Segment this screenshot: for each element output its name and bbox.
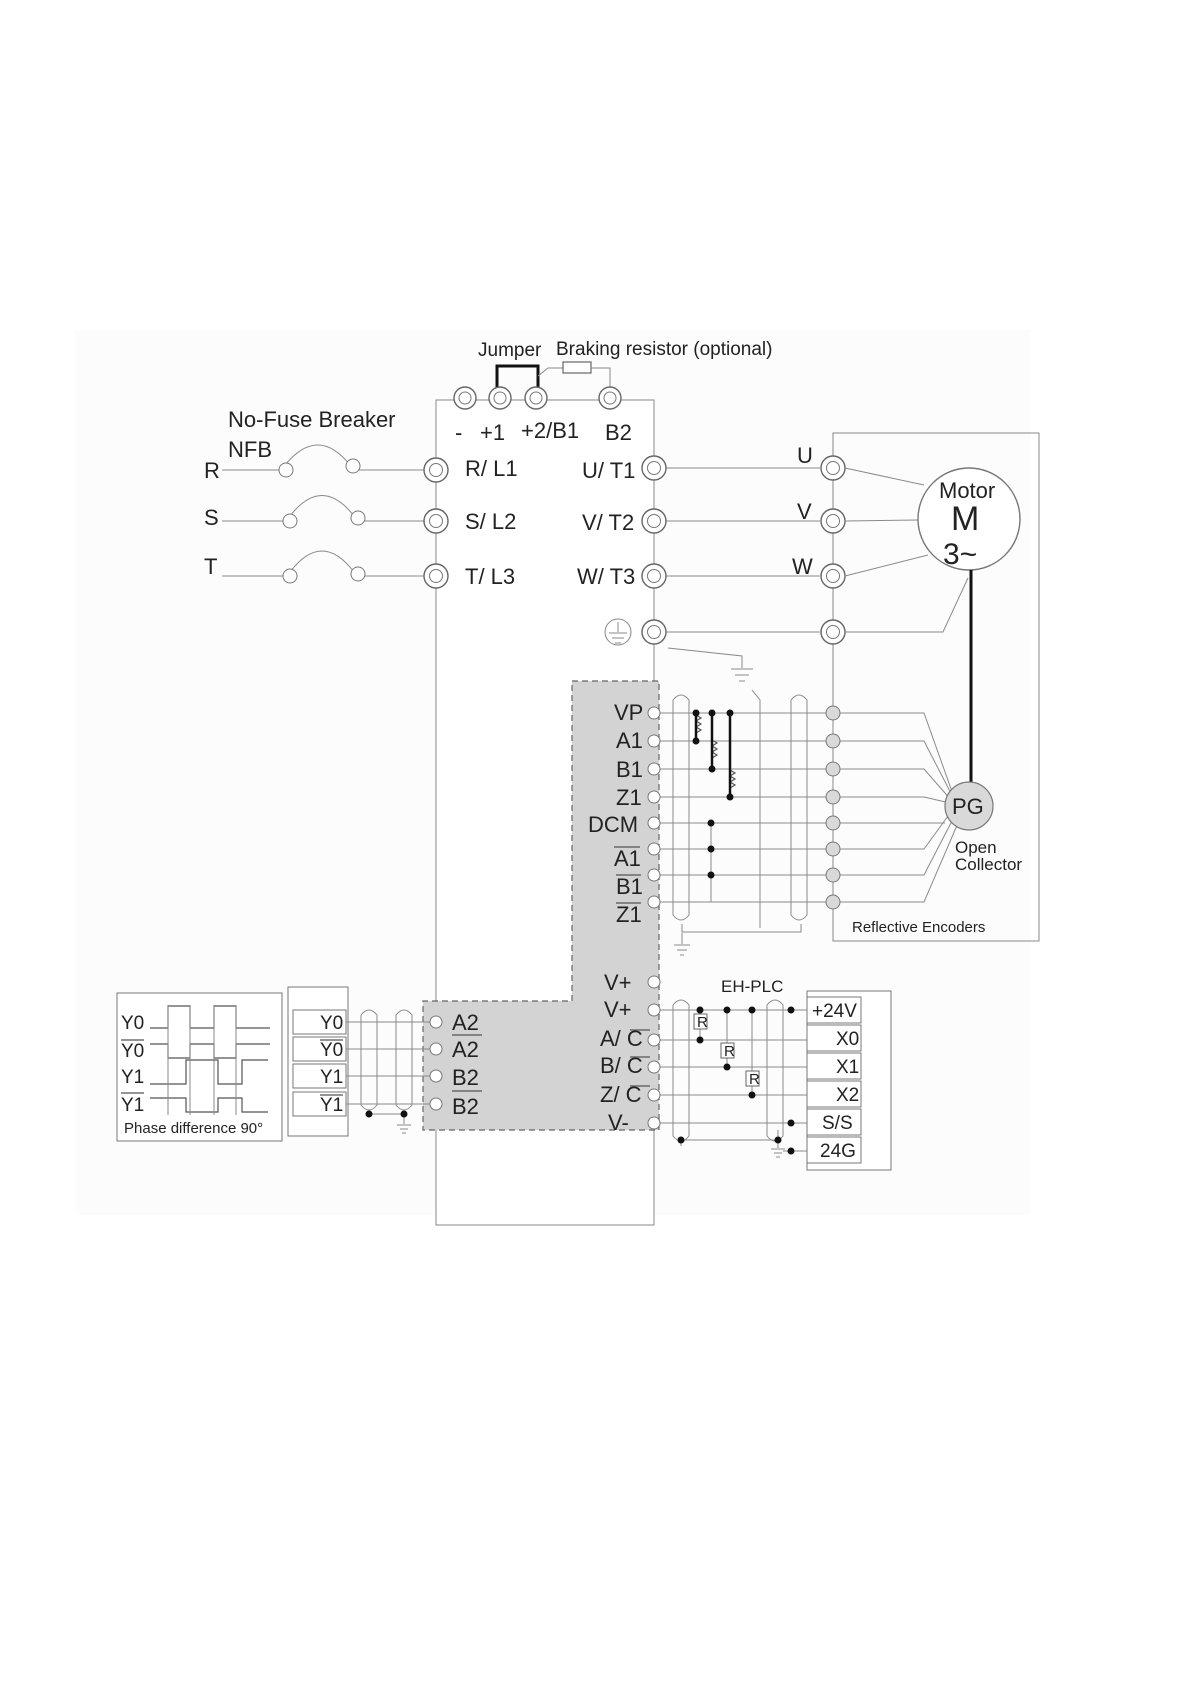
phase-r-label: R [204,458,220,483]
b2-label: B2 [452,1065,479,1090]
plc-terminal-x0: X0 [836,1029,860,1050]
motor-w-label: W [792,554,813,579]
tl3-label: T/ L3 [465,564,516,589]
pg-label: PG [952,794,984,819]
b2-bar-label: B2 [452,1094,479,1119]
a1-label: A1 [616,728,643,753]
braking-resistor-label: Braking resistor (optional) [556,339,773,360]
collector-label: Collector [955,855,1023,874]
motor-phase-label: 3~ [943,538,978,571]
dc-plus2-b1-label: +2/B1 [521,418,580,443]
z-c-label: Z/ C [600,1082,642,1107]
no-fuse-breaker-label: No-Fuse Breaker [228,407,396,432]
jumper-label: Jumper [478,340,542,361]
vminus-label: V- [608,1110,629,1135]
vplus2-label: V+ [604,997,632,1022]
b-c-label: B/ C [600,1053,643,1078]
a2-bar-label: A2 [452,1037,479,1062]
pulse-connector-y1-bar: Y1 [320,1095,344,1116]
dcm-label: DCM [588,812,639,837]
pulse-connector-y0: Y0 [320,1013,344,1034]
plc-terminal-x2: X2 [836,1085,860,1106]
pulse-signal-y1: Y1 [121,1067,145,1088]
sl2-label: S/ L2 [465,509,517,534]
r1-label: R [697,1014,708,1031]
plc-terminal-ss: S/S [822,1113,853,1134]
motor-title: Motor [939,478,996,503]
vplus1-label: V+ [604,970,632,995]
r3-label: R [749,1071,760,1088]
plc-terminal-24v: +24V [812,1001,857,1022]
a1-bar-label: A1 [614,846,641,871]
braking-resistor [563,362,591,373]
pulse-signal-y1-bar: Y1 [121,1095,145,1116]
pulse-signal-y0: Y0 [121,1013,145,1034]
a-c-label: A/ C [600,1026,643,1051]
motor-m-label: M [951,500,980,538]
z1-bar-label: Z1 [616,902,642,927]
r2-label: R [724,1043,735,1060]
b1-bar-label: B1 [616,874,643,899]
vt2-label: V/ T2 [582,510,635,535]
pulse-signal-y0-bar: Y0 [121,1041,145,1062]
open-label: Open [955,838,997,857]
reflective-encoders-label: Reflective Encoders [852,919,986,936]
phase-difference-label: Phase difference 90° [124,1120,264,1137]
plc-terminal-x1: X1 [836,1057,860,1078]
dc-plus1-label: +1 [480,420,506,445]
ut1-label: U/ T1 [582,458,636,483]
phase-t-label: T [204,554,218,579]
nfb-label: NFB [228,437,272,462]
b1-label: B1 [616,757,643,782]
dc-b2-label: B2 [605,420,632,445]
input-terminals [424,458,448,588]
z1-label: Z1 [616,785,642,810]
pulse-connector-y0-bar: Y0 [320,1040,344,1061]
pulse-connector-y1: Y1 [320,1067,344,1088]
eh-plc-label: EH-PLC [721,977,784,996]
motor-u-label: U [797,443,813,468]
vp-label: VP [614,700,644,725]
plc-terminal-24g: 24G [820,1141,856,1162]
rl1-label: R/ L1 [465,456,518,481]
dc-minus-label: - [455,420,463,445]
phase-s-label: S [204,505,219,530]
a2-label: A2 [452,1010,479,1035]
wt3-label: W/ T3 [577,564,636,589]
motor-v-label: V [797,499,812,524]
